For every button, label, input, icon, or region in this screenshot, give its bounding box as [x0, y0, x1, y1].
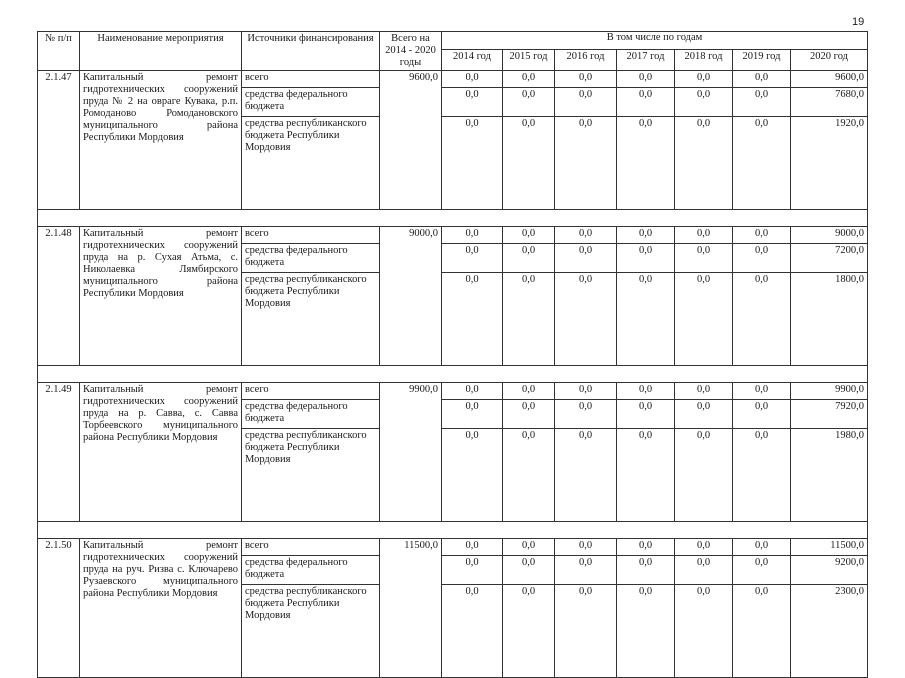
- header-year: 2014 год: [442, 50, 503, 71]
- header-year: 2019 год: [733, 50, 791, 71]
- funding-source: всего: [242, 71, 380, 88]
- header-year: 2015 год: [503, 50, 555, 71]
- year-value: 0,0: [617, 273, 675, 366]
- event-name: Капитальный ремонт гидротехнических сооружений пруда на руч. Ризва с. Ключарево Рузаевского муниципального района Республики Мордовия: [80, 539, 242, 678]
- year-value: 0,0: [503, 400, 555, 429]
- year-value: 0,0: [675, 117, 733, 210]
- year-value: 0,0: [675, 88, 733, 117]
- year-value: 0,0: [675, 429, 733, 522]
- funding-source: средства федерального бюджета: [242, 88, 380, 117]
- funding-source: средства республиканского бюджета Республики Мордовия: [242, 429, 380, 522]
- year-value: 9600,0: [791, 71, 868, 88]
- year-value: 0,0: [503, 117, 555, 210]
- year-value: 0,0: [503, 429, 555, 522]
- header-row: [38, 32, 868, 50]
- year-value: 0,0: [555, 429, 617, 522]
- year-value: 0,0: [503, 273, 555, 366]
- header-sources: Источники финансирования: [242, 32, 380, 71]
- year-value: 0,0: [442, 88, 503, 117]
- year-value: 0,0: [503, 539, 555, 556]
- header-name: Наименование мероприятия: [80, 32, 242, 71]
- year-value: 9900,0: [791, 383, 868, 400]
- event-name: Капитальный ремонт гидротехнических сооружений пруда на р. Савва, с. Савва Торбеевского муниципального района Республики Мордовия: [80, 383, 242, 522]
- header-year: 2018 год: [675, 50, 733, 71]
- year-value: 0,0: [555, 227, 617, 244]
- year-value: 1800,0: [791, 273, 868, 366]
- year-value: 0,0: [555, 88, 617, 117]
- year-value: 0,0: [617, 227, 675, 244]
- year-value: 0,0: [733, 429, 791, 522]
- header-year: 2017 год: [617, 50, 675, 71]
- table-row: [38, 383, 868, 400]
- year-value: 0,0: [442, 400, 503, 429]
- year-value: 0,0: [555, 117, 617, 210]
- year-value: 0,0: [733, 585, 791, 678]
- year-value: 0,0: [503, 227, 555, 244]
- funding-source: средства федерального бюджета: [242, 400, 380, 429]
- table-row: [38, 71, 868, 88]
- year-value: 0,0: [675, 400, 733, 429]
- total-amount: 9000,0: [380, 227, 442, 366]
- year-value: 0,0: [442, 273, 503, 366]
- total-amount: 11500,0: [380, 539, 442, 678]
- separator-cell: [38, 522, 868, 539]
- row-number: 2.1.49: [38, 383, 80, 522]
- year-value: 1980,0: [791, 429, 868, 522]
- table-body: [38, 71, 868, 678]
- year-value: 0,0: [617, 539, 675, 556]
- funding-source: средства республиканского бюджета Республики Мордовия: [242, 273, 380, 366]
- year-value: 0,0: [733, 556, 791, 585]
- page-number: 19: [852, 16, 865, 28]
- year-value: 0,0: [442, 71, 503, 88]
- funding-source: средства федерального бюджета: [242, 244, 380, 273]
- year-value: 0,0: [733, 383, 791, 400]
- year-value: 0,0: [675, 383, 733, 400]
- year-value: 0,0: [675, 539, 733, 556]
- year-value: 0,0: [675, 556, 733, 585]
- year-value: 0,0: [442, 244, 503, 273]
- year-value: 0,0: [617, 244, 675, 273]
- total-amount: 9900,0: [380, 383, 442, 522]
- year-value: 0,0: [675, 227, 733, 244]
- funding-source: средства республиканского бюджета Республики Мордовия: [242, 117, 380, 210]
- funding-source: всего: [242, 383, 380, 400]
- year-value: 7200,0: [791, 244, 868, 273]
- year-value: 0,0: [617, 400, 675, 429]
- year-value: 0,0: [733, 273, 791, 366]
- separator-cell: [38, 366, 868, 383]
- table-row: [38, 227, 868, 244]
- row-number: 2.1.48: [38, 227, 80, 366]
- program-table: [37, 31, 868, 678]
- table-row: [38, 539, 868, 556]
- year-value: 0,0: [503, 556, 555, 585]
- year-value: 0,0: [555, 400, 617, 429]
- year-value: 0,0: [733, 539, 791, 556]
- year-value: 0,0: [617, 383, 675, 400]
- year-value: 9200,0: [791, 556, 868, 585]
- header-by-years: В том числе по годам: [442, 32, 868, 50]
- year-value: 0,0: [503, 71, 555, 88]
- year-value: 0,0: [555, 383, 617, 400]
- year-value: 7680,0: [791, 88, 868, 117]
- header-year: 2020 год: [791, 50, 868, 71]
- row-separator: [38, 366, 868, 383]
- year-value: 2300,0: [791, 585, 868, 678]
- year-value: 0,0: [675, 273, 733, 366]
- year-value: 0,0: [555, 539, 617, 556]
- year-value: 0,0: [617, 585, 675, 678]
- year-value: 0,0: [617, 556, 675, 585]
- funding-source: всего: [242, 539, 380, 556]
- year-value: 0,0: [733, 244, 791, 273]
- year-value: 0,0: [555, 585, 617, 678]
- year-value: 0,0: [503, 383, 555, 400]
- funding-source: средства федерального бюджета: [242, 556, 380, 585]
- year-value: 0,0: [555, 556, 617, 585]
- year-value: 0,0: [617, 88, 675, 117]
- year-value: 0,0: [733, 71, 791, 88]
- event-name: Капитальный ремонт гидротехнических сооружений пруда № 2 на овраге Кувака, р.п. Ромоданово Ромодановского муниципального района Республики Мордовия: [80, 71, 242, 210]
- year-value: 9000,0: [791, 227, 868, 244]
- year-value: 0,0: [503, 585, 555, 678]
- year-value: 0,0: [733, 227, 791, 244]
- row-number: 2.1.50: [38, 539, 80, 678]
- year-value: 0,0: [555, 273, 617, 366]
- year-value: 0,0: [442, 585, 503, 678]
- year-value: 0,0: [733, 88, 791, 117]
- year-value: 0,0: [555, 244, 617, 273]
- year-value: 0,0: [733, 117, 791, 210]
- year-value: 0,0: [617, 71, 675, 88]
- separator-cell: [38, 210, 868, 227]
- year-value: 0,0: [503, 88, 555, 117]
- row-separator: [38, 210, 868, 227]
- year-value: 0,0: [555, 71, 617, 88]
- year-value: 1920,0: [791, 117, 868, 210]
- header-total: Всего на 2014 - 2020 годы: [380, 32, 442, 71]
- year-value: 0,0: [442, 539, 503, 556]
- year-value: 0,0: [503, 244, 555, 273]
- total-amount: 9600,0: [380, 71, 442, 210]
- year-value: 0,0: [675, 585, 733, 678]
- year-value: 0,0: [442, 117, 503, 210]
- year-value: 7920,0: [791, 400, 868, 429]
- year-value: 0,0: [442, 383, 503, 400]
- year-value: 0,0: [442, 227, 503, 244]
- year-value: 0,0: [675, 71, 733, 88]
- year-value: 0,0: [442, 556, 503, 585]
- year-value: 0,0: [442, 429, 503, 522]
- year-value: 0,0: [675, 244, 733, 273]
- header-year: 2016 год: [555, 50, 617, 71]
- header-num: № п/п: [38, 32, 80, 71]
- funding-source: средства республиканского бюджета Республики Мордовия: [242, 585, 380, 678]
- year-value: 11500,0: [791, 539, 868, 556]
- year-value: 0,0: [617, 429, 675, 522]
- row-separator: [38, 522, 868, 539]
- event-name: Капитальный ремонт гидротехнических сооружений пруда на р. Сухая Атьма, с. Николаевка Лямбирского муниципального района Республики Мордовия: [80, 227, 242, 366]
- row-number: 2.1.47: [38, 71, 80, 210]
- funding-source: всего: [242, 227, 380, 244]
- year-value: 0,0: [733, 400, 791, 429]
- year-value: 0,0: [617, 117, 675, 210]
